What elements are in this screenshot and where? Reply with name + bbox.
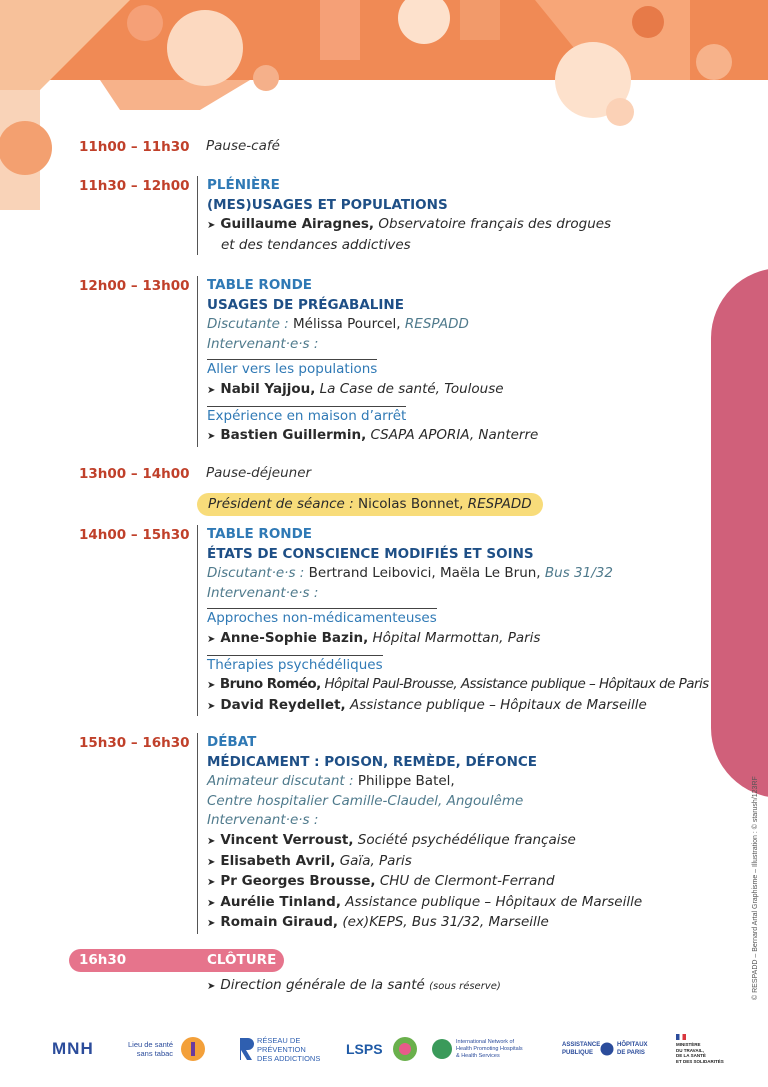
discutant-org: RESPADD: [404, 316, 469, 333]
ministere-text: ET DES SOLIDARITÉS: [676, 1058, 724, 1064]
subtopic: Thérapies psychédéliques: [207, 655, 383, 676]
president-label: Président de séance :: [208, 496, 354, 512]
session-title: USAGES DE PRÉGABALINE: [207, 296, 404, 313]
arrow-icon: ➤: [207, 220, 216, 232]
speaker-name: David Reydellet,: [220, 696, 346, 713]
arrow-icon: ➤: [207, 877, 216, 889]
aphp-logo-left: [562, 1028, 600, 1070]
session-time: 11h30 – 12h00: [79, 178, 190, 194]
flag-icon: [676, 1034, 686, 1040]
rpa-icon: [238, 1028, 254, 1070]
photo-credit: © RESPADD – Bernard Artal Graphisme – Illustration : © starush/123RF: [752, 776, 759, 1000]
arrow-icon: ➤: [207, 431, 216, 443]
rpa-text: DES ADDICTIONS: [257, 1053, 321, 1063]
animateur-label: Animateur discutant :: [207, 773, 354, 790]
lieu-sante-text: sans tabac: [136, 1049, 174, 1058]
session-type: TABLE RONDE: [207, 277, 313, 293]
hph-text: & Health Services: [456, 1052, 500, 1059]
speaker-affiliation: Assistance publique – Hôpitaux de Marseille: [349, 696, 647, 713]
pause-label: Pause-café: [206, 138, 280, 154]
speaker-name: Elisabeth Avril,: [220, 852, 336, 869]
arrow-icon: ➤: [207, 897, 216, 909]
aphp-text: DE PARIS: [617, 1050, 645, 1056]
rpa-logo: [257, 1028, 320, 1070]
lsps-icon: [392, 1028, 418, 1070]
rpa-text: RÉSEAU DE: [257, 1035, 301, 1045]
speaker-name: Anne-Sophie Bazin,: [220, 629, 369, 646]
speaker-name: Aurélie Tinland,: [220, 893, 341, 910]
intervenants-label: Intervenant·e·s :: [207, 584, 319, 601]
speaker-affiliation: Assistance publique – Hôpitaux de Marseille: [345, 893, 643, 910]
lsps-logo: LSPS: [346, 1041, 383, 1057]
animateur-name: Philippe Batel,: [357, 773, 455, 790]
session-time: 11h00 – 11h30: [79, 139, 190, 155]
ministere-text: DE LA SANTÉ: [676, 1053, 706, 1058]
speaker-affiliation: Direction générale de la santé: [220, 977, 425, 993]
arrow-icon: ➤: [207, 918, 216, 930]
arrow-icon: ➤: [207, 835, 216, 847]
speaker-name: Romain Giraud,: [220, 914, 339, 931]
speaker-name: Bruno Roméo,: [219, 676, 321, 693]
speaker-affiliation: La Case de santé, Toulouse: [319, 380, 504, 397]
speaker-name: Pr Georges Brousse,: [220, 873, 376, 890]
reserve-note: (sous réserve): [429, 981, 501, 992]
hph-text: International Network of: [456, 1038, 515, 1045]
aphp-logo-right: [617, 1028, 648, 1070]
arrow-icon: ➤: [207, 384, 216, 396]
speaker-name: Guillaume Airagnes,: [220, 216, 375, 233]
session-type: TABLE RONDE: [207, 526, 313, 542]
discutant-org: Bus 31/32: [544, 565, 613, 582]
lieu-sante-logo: [128, 1028, 173, 1070]
speaker-affiliation: CSAPA APORIA, Nanterre: [370, 427, 539, 444]
arrow-icon: ➤: [207, 680, 215, 692]
arrow-icon: ➤: [207, 700, 216, 712]
hph-icon: [431, 1028, 453, 1070]
ministere-text: MINISTÈRE: [676, 1042, 701, 1047]
speaker-affiliation: CHU de Clermont-Ferrand: [379, 873, 555, 890]
discutant-name: Bertrand Leibovici, Maëla Le Brun,: [308, 565, 541, 582]
speaker-affiliation: Gaïa, Paris: [339, 852, 412, 869]
subtopic: Aller vers les populations: [207, 359, 377, 380]
session-time: 12h00 – 13h00: [79, 278, 190, 294]
mnh-logo: MNH: [52, 1039, 94, 1058]
speaker-name: Vincent Verroust,: [220, 831, 354, 848]
discutant-label: Discutante :: [207, 316, 289, 333]
intervenants-label: Intervenant·e·s :: [207, 812, 319, 829]
rpa-text: PRÉVENTION: [257, 1044, 306, 1054]
session-title: (MES)USAGES ET POPULATIONS: [207, 196, 448, 213]
cloture-speaker: [207, 976, 501, 997]
speaker-name: Nabil Yajjou,: [220, 380, 316, 397]
president-org: RESPADD: [467, 496, 532, 512]
aphp-text: HÔPITAUX: [617, 1042, 648, 1048]
hph-text: Health Promoting Hospitals: [456, 1045, 523, 1052]
speaker-affiliation: Observatoire français des drogues: [378, 216, 612, 233]
arrow-icon: ➤: [207, 856, 216, 868]
session-type: PLÉNIÈRE: [207, 177, 280, 193]
lieu-sante-icon: [180, 1028, 206, 1070]
session-title: ÉTATS DE CONSCIENCE MODIFIÉS ET SOINS: [207, 545, 534, 562]
session-time: 16h30: [79, 952, 127, 968]
arrow-icon: ➤: [207, 633, 216, 645]
speaker-affiliation: Société psychédélique française: [357, 831, 576, 848]
aphp-text: ASSISTANCE: [562, 1042, 601, 1048]
animateur-org: Centre hospitalier Camille-Claudel, Angoulême: [207, 792, 524, 809]
speaker-affiliation: Hôpital Paul-Brousse, Assistance publique – Hôpitaux de Paris: [324, 676, 709, 693]
aphp-icon: [600, 1028, 614, 1070]
session-type: CLÔTURE: [207, 952, 277, 968]
session-time: 14h00 – 15h30: [79, 527, 190, 543]
session-time: 13h00 – 14h00: [79, 466, 190, 482]
president-name: Nicolas Bonnet,: [358, 496, 464, 512]
ministere-text: DU TRAVAIL,: [676, 1047, 704, 1053]
speaker-affiliation-cont: et des tendances addictives: [221, 236, 411, 253]
ministere-logo: [676, 1028, 724, 1070]
partner-logos: [0, 1028, 768, 1073]
subtopic: Approches non-médicamenteuses: [207, 608, 437, 629]
discutant-name: Mélissa Pourcel,: [293, 316, 401, 333]
speaker-affiliation: Hôpital Marmottan, Paris: [372, 629, 541, 646]
speaker-affiliation: (ex)KEPS, Bus 31/32, Marseille: [342, 914, 549, 931]
arrow-icon: ➤: [207, 981, 216, 992]
subtopic: Expérience en maison d’arrêt: [207, 406, 406, 427]
hph-logo: [456, 1028, 523, 1070]
intervenants-label: Intervenant·e·s :: [207, 335, 319, 352]
discutant-label: Discutant·e·s :: [207, 565, 305, 582]
session-type: DÉBAT: [207, 734, 257, 750]
side-decoration: [711, 268, 768, 798]
aphp-text: PUBLIQUE: [562, 1050, 594, 1056]
lieu-sante-text: Lieu de santé: [128, 1040, 174, 1049]
session-title: MÉDICAMENT : POISON, REMÈDE, DÉFONCE: [207, 753, 538, 770]
president-badge: [197, 493, 543, 516]
pause-label: Pause-déjeuner: [206, 465, 312, 481]
speaker-name: Bastien Guillermin,: [220, 427, 367, 444]
session-time: 15h30 – 16h30: [79, 735, 190, 751]
